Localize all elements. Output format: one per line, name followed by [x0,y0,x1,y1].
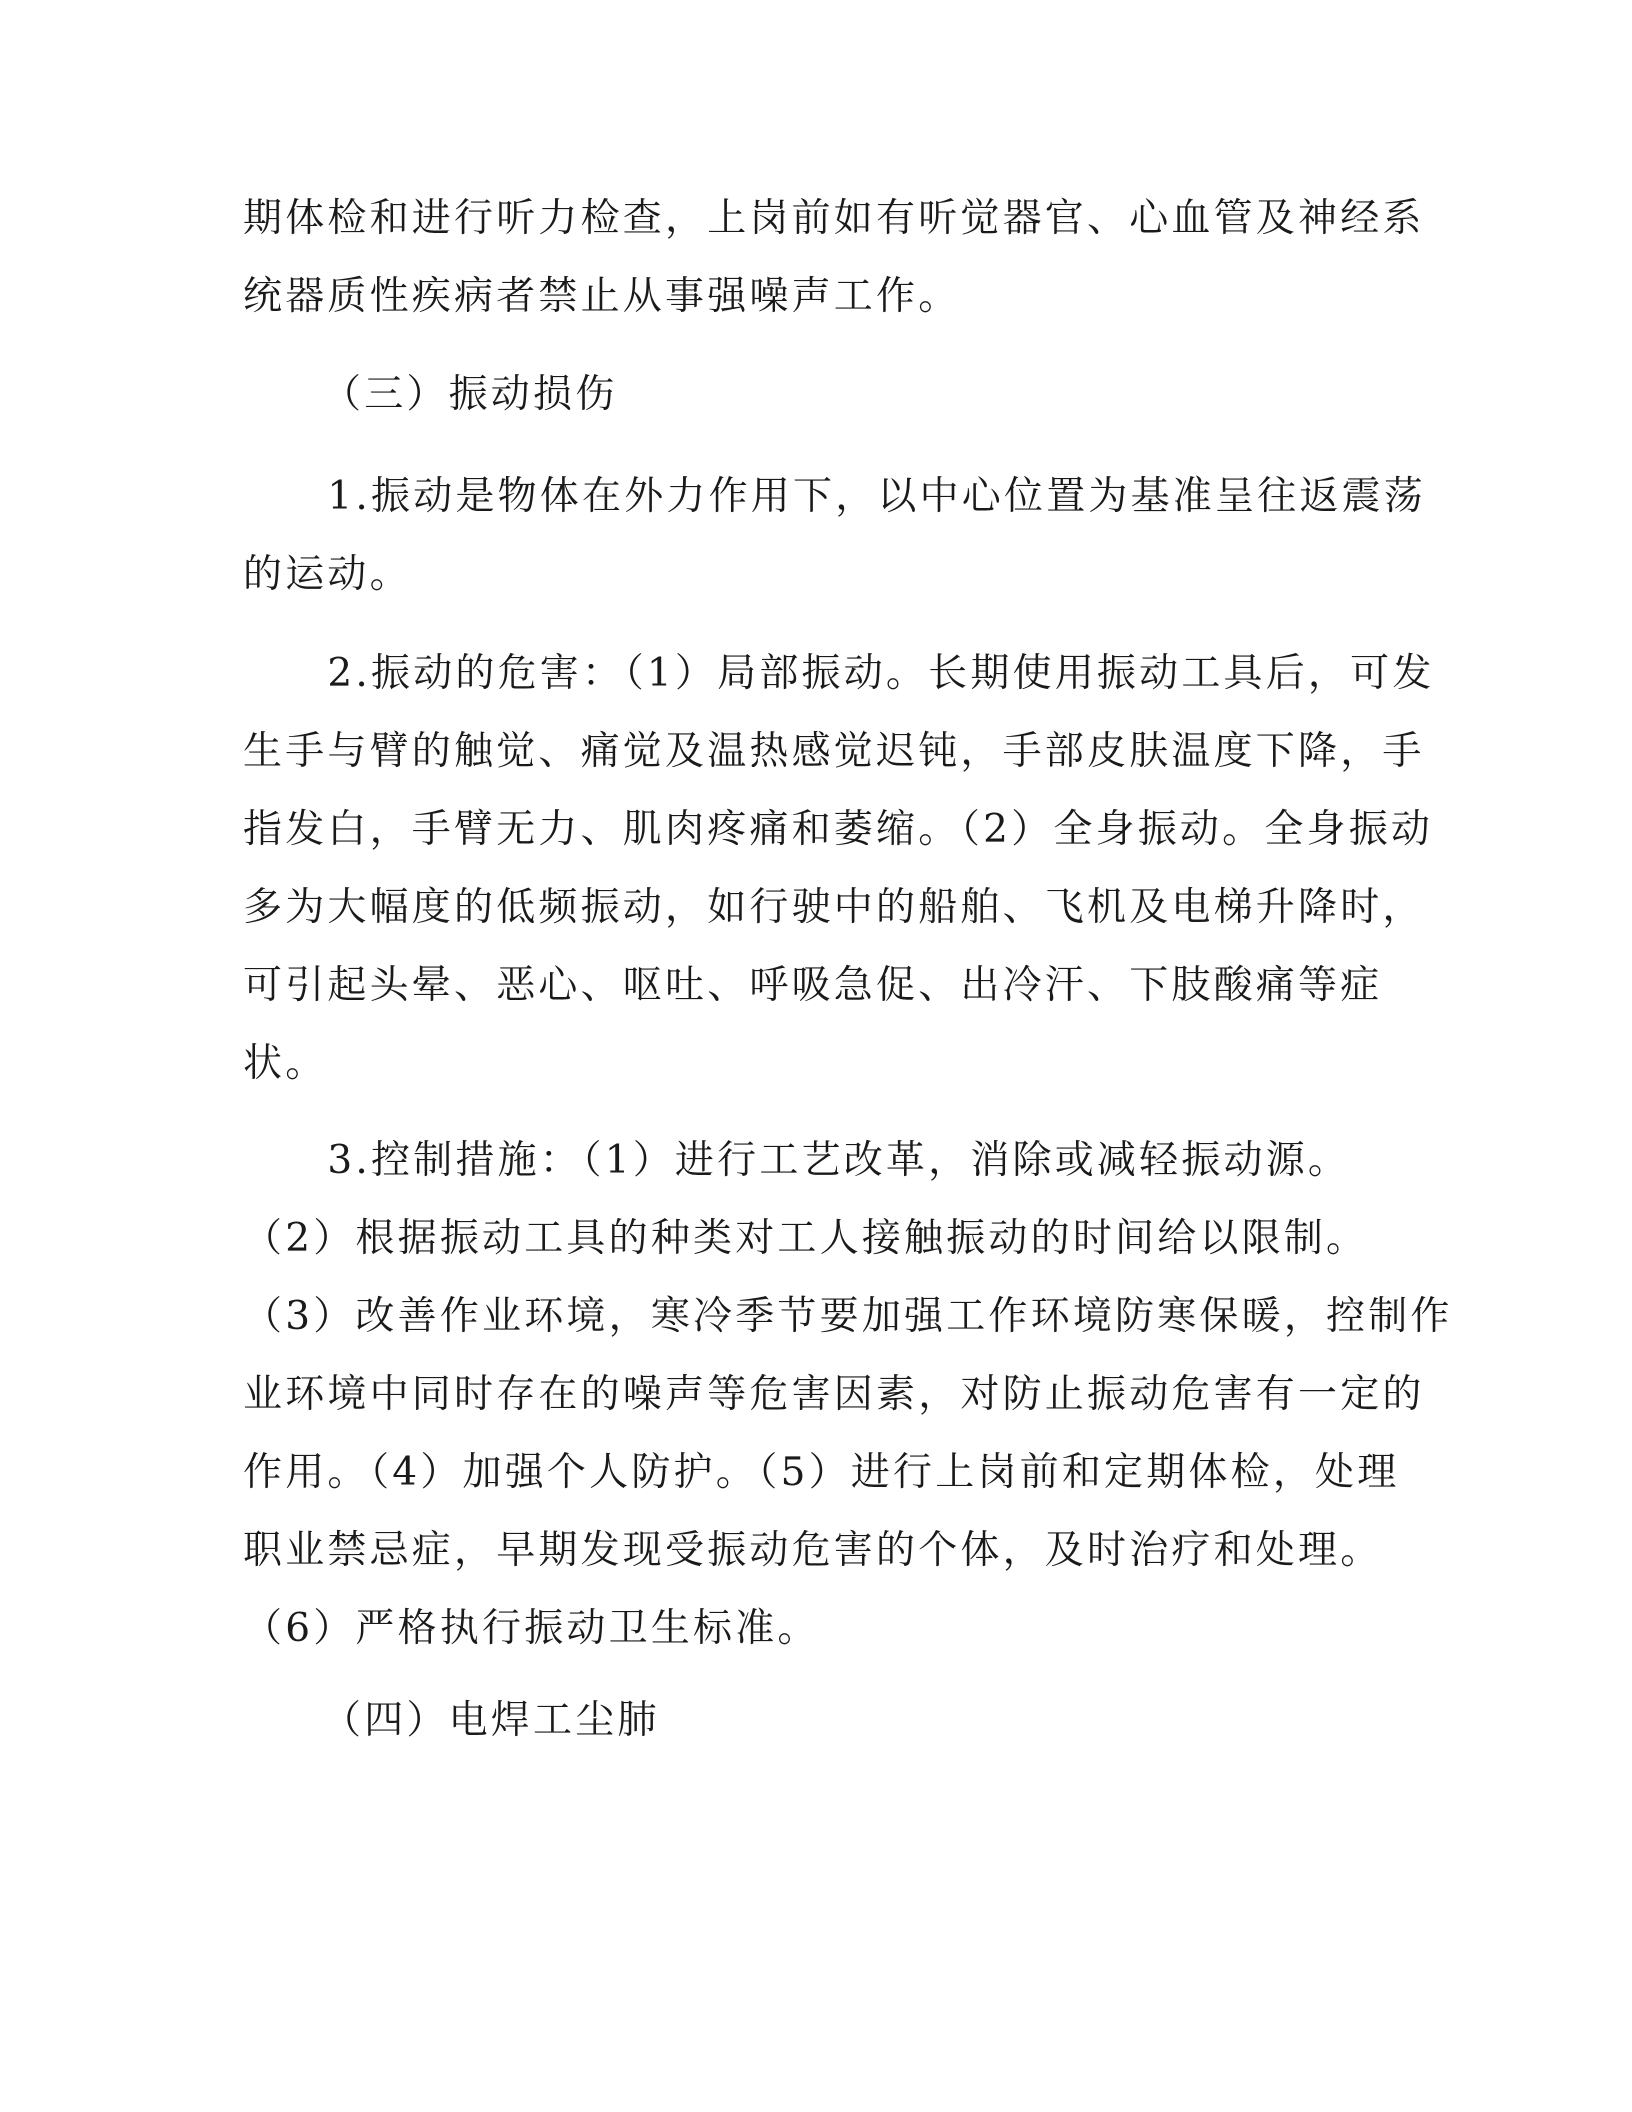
text-line: 可引起头晕、恶心、呕吐、呼吸急促、出冷汗、下肢酸痛等症 [243,963,1383,1008]
text-line: （2）根据振动工具的种类对工人接触振动的时间给以限制。 [243,1216,1369,1261]
text-line: （6）严格执行振动卫生标准。 [243,1606,820,1651]
text-line: 的运动。 [243,552,412,597]
text-line: 作用。（4）加强个人防护。（5）进行上岗前和定期体检，处理 [243,1450,1400,1495]
text-line: 状。 [243,1041,328,1086]
text-line: 职业禁忌症，早期发现受振动危害的个体，及时治疗和处理。 [243,1528,1383,1573]
section-four-heading [243,1682,1383,1760]
item-1-paragraph [243,458,1427,614]
heading-text: （三）振动损伤 [322,372,618,417]
section-three-heading [243,356,1383,434]
text-line: （3）改善作业环境，寒冷季节要加强工作环境防寒保暖，控制作 [243,1294,1453,1339]
text-line: 期体检和进行听力检查，上岗前如有听觉器官、心血管及神经系 [243,196,1425,241]
text-line: 1.振动是物体在外力作用下，以中心位置为基准呈往返震荡 [243,474,1427,519]
text-line: 3.控制措施：（1）进行工艺改革，消除或减轻振动源。 [243,1138,1351,1183]
heading-text: （四）电焊工尘肺 [322,1698,660,1743]
text-line: 生手与臂的触觉、痛觉及温热感觉迟钝，手部皮肤温度下降，手 [243,729,1425,774]
text-line: 2.振动的危害：（1）局部振动。长期使用振动工具后，可发 [243,651,1435,696]
text-line: 统器质性疾病者禁止从事强噪声工作。 [243,274,961,319]
intro-paragraph [243,180,1425,336]
item-2-paragraph [243,635,1435,1103]
text-line: 业环境中同时存在的噪声等危害因素，对防止振动危害有一定的 [243,1372,1425,1417]
item-3-paragraph [243,1122,1453,1668]
text-line: 多为大幅度的低频振动，如行驶中的船舶、飞机及电梯升降时， [243,885,1425,930]
text-line: 指发白，手臂无力、肌肉疼痛和萎缩。（2）全身振动。全身振动 [243,807,1434,852]
